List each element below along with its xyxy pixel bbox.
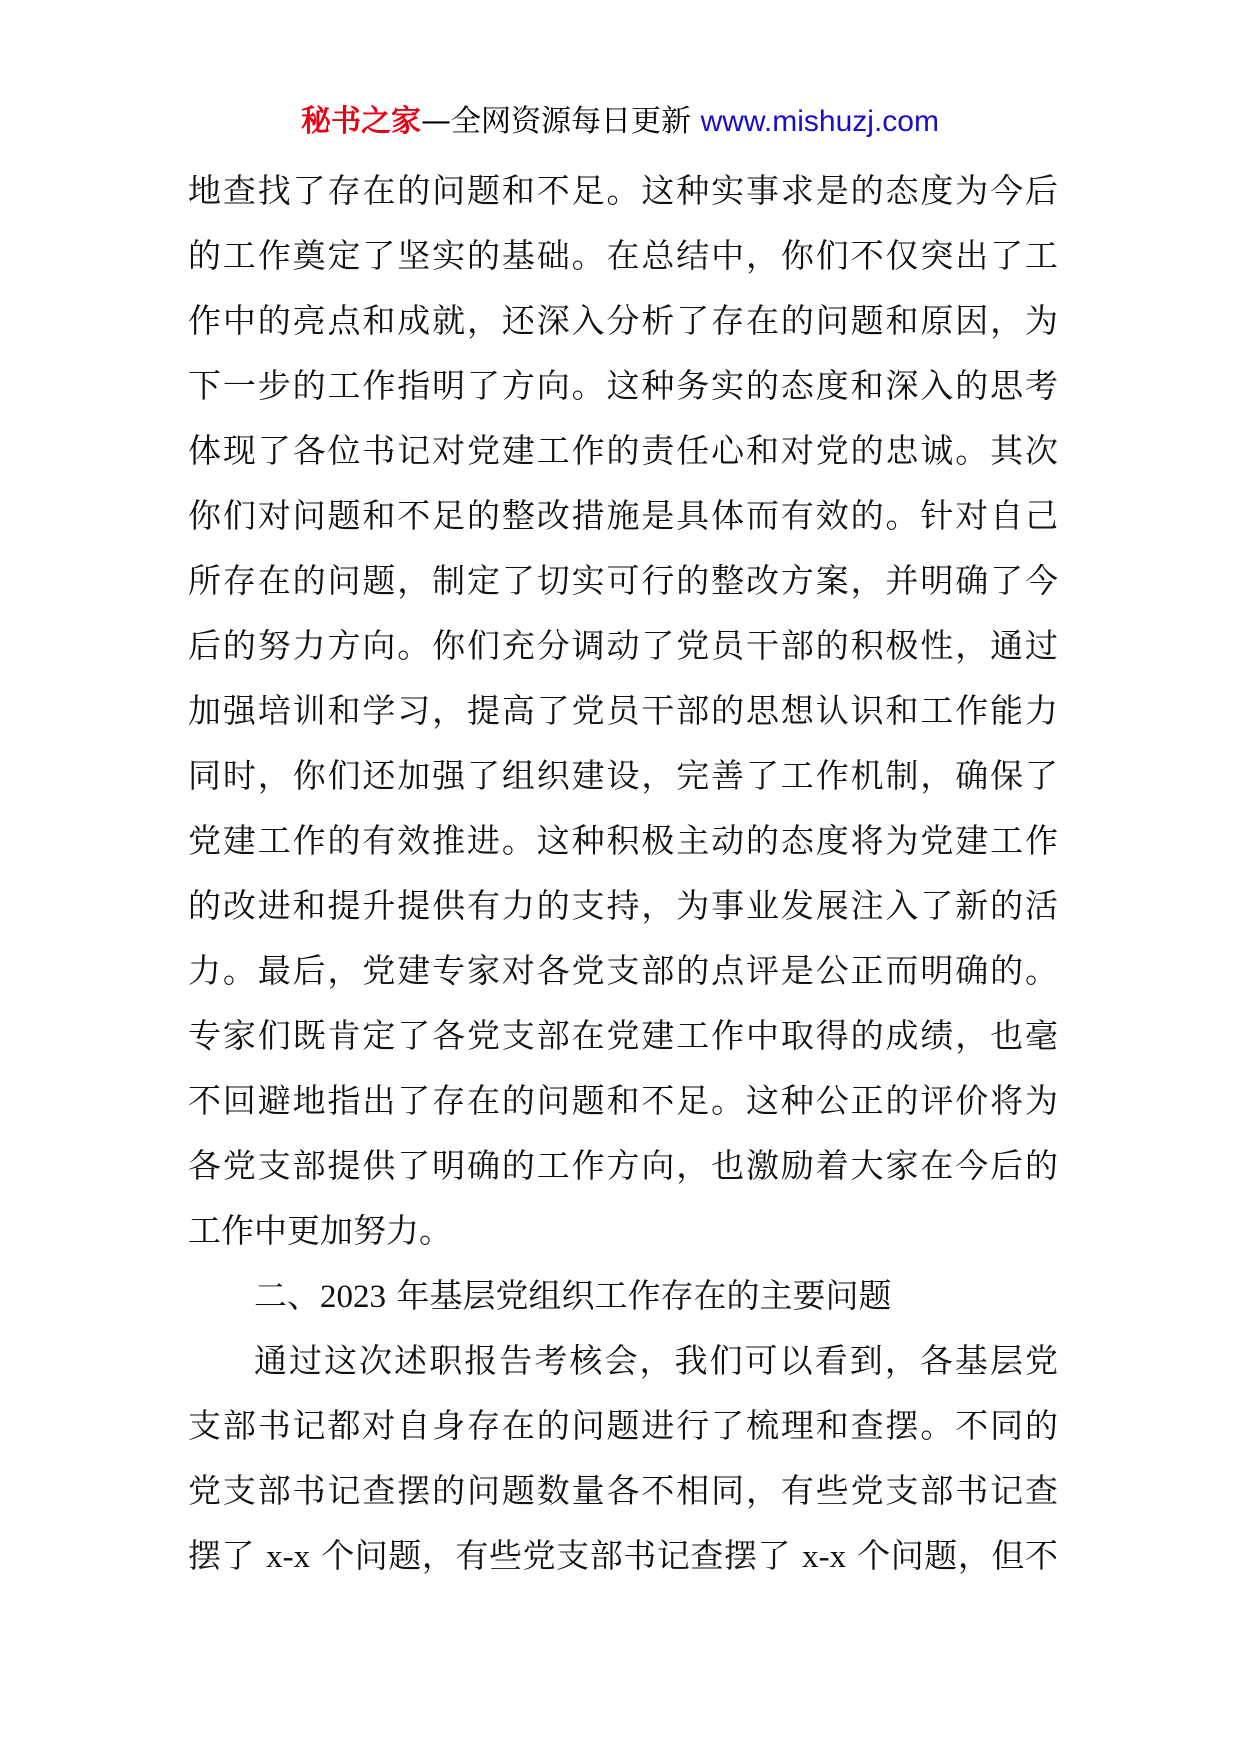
placeholder-count: x-x xyxy=(802,1539,847,1575)
heading-year: 2023 xyxy=(320,1279,386,1315)
text-line: 体现了各位书记对党建工作的责任心和对党的忠诚。其次 xyxy=(188,431,1058,470)
text-line: 党建工作的有效推进。这种积极主动的态度将为党建工作 xyxy=(188,821,1058,860)
page-header xyxy=(0,100,1240,144)
website-link[interactable]: www.mishuzj.com xyxy=(700,105,939,138)
text-line: 各党支部提供了明确的工作方向，也激励着大家在今后的 xyxy=(188,1146,1058,1185)
text-line: 后的努力方向。你们充分调动了党员干部的积极性，通过 xyxy=(188,626,1058,665)
text-line: 作中的亮点和成就，还深入分析了存在的问题和原因，为 xyxy=(188,301,1058,340)
text-segment: 个问题，有些党支部书记查摆了 xyxy=(310,1536,803,1575)
text-line xyxy=(188,1523,1058,1588)
heading-rest: 年基层党组织工作存在的主要问题 xyxy=(386,1276,892,1315)
placeholder-count: x-x xyxy=(266,1539,311,1575)
text-line: 地查找了存在的问题和不足。这种实事求是的态度为今后 xyxy=(188,171,1058,210)
section-heading xyxy=(188,1263,1058,1328)
text-line: 党支部书记查摆的问题数量各不相同，有些党支部书记查 xyxy=(188,1471,1058,1510)
text-line: 加强培训和学习，提高了党员干部的思想认识和工作能力 xyxy=(188,691,1058,730)
text-line: 同时，你们还加强了组织建设，完善了工作机制，确保了 xyxy=(188,756,1058,795)
text-line: 工作中更加努力。 xyxy=(188,1211,452,1250)
text-line: 力。最后，党建专家对各党支部的点评是公正而明确的。 xyxy=(188,951,1058,990)
text-line: 所存在的问题，制定了切实可行的整改方案，并明确了今 xyxy=(188,561,1058,600)
text-line: 支部书记都对自身存在的问题进行了梳理和查摆。不同的 xyxy=(188,1406,1058,1445)
text-line: 不回避地指出了存在的问题和不足。这种公正的评价将为 xyxy=(188,1081,1058,1120)
header-tagline: —全网资源每日更新 xyxy=(421,104,701,139)
text-line: 下一步的工作指明了方向。这种务实的态度和深入的思考 xyxy=(188,366,1058,405)
text-line: 的工作奠定了坚实的基础。在总结中，你们不仅突出了工 xyxy=(188,236,1058,275)
brand-name: 秘书之家 xyxy=(301,104,422,139)
text-line: 通过这次述职报告考核会，我们可以看到，各基层党 xyxy=(254,1341,1058,1380)
document-body xyxy=(188,158,1058,1588)
heading-prefix: 二、 xyxy=(254,1276,320,1315)
text-segment: 摆了 xyxy=(188,1536,267,1575)
text-line: 的改进和提升提供有力的支持，为事业发展注入了新的活 xyxy=(188,886,1058,925)
text-line: 你们对问题和不足的整改措施是具体而有效的。针对自己 xyxy=(188,496,1058,535)
text-line: 专家们既肯定了各党支部在党建工作中取得的成绩，也毫 xyxy=(188,1016,1058,1055)
text-segment: 个问题，但不 xyxy=(846,1536,1058,1575)
